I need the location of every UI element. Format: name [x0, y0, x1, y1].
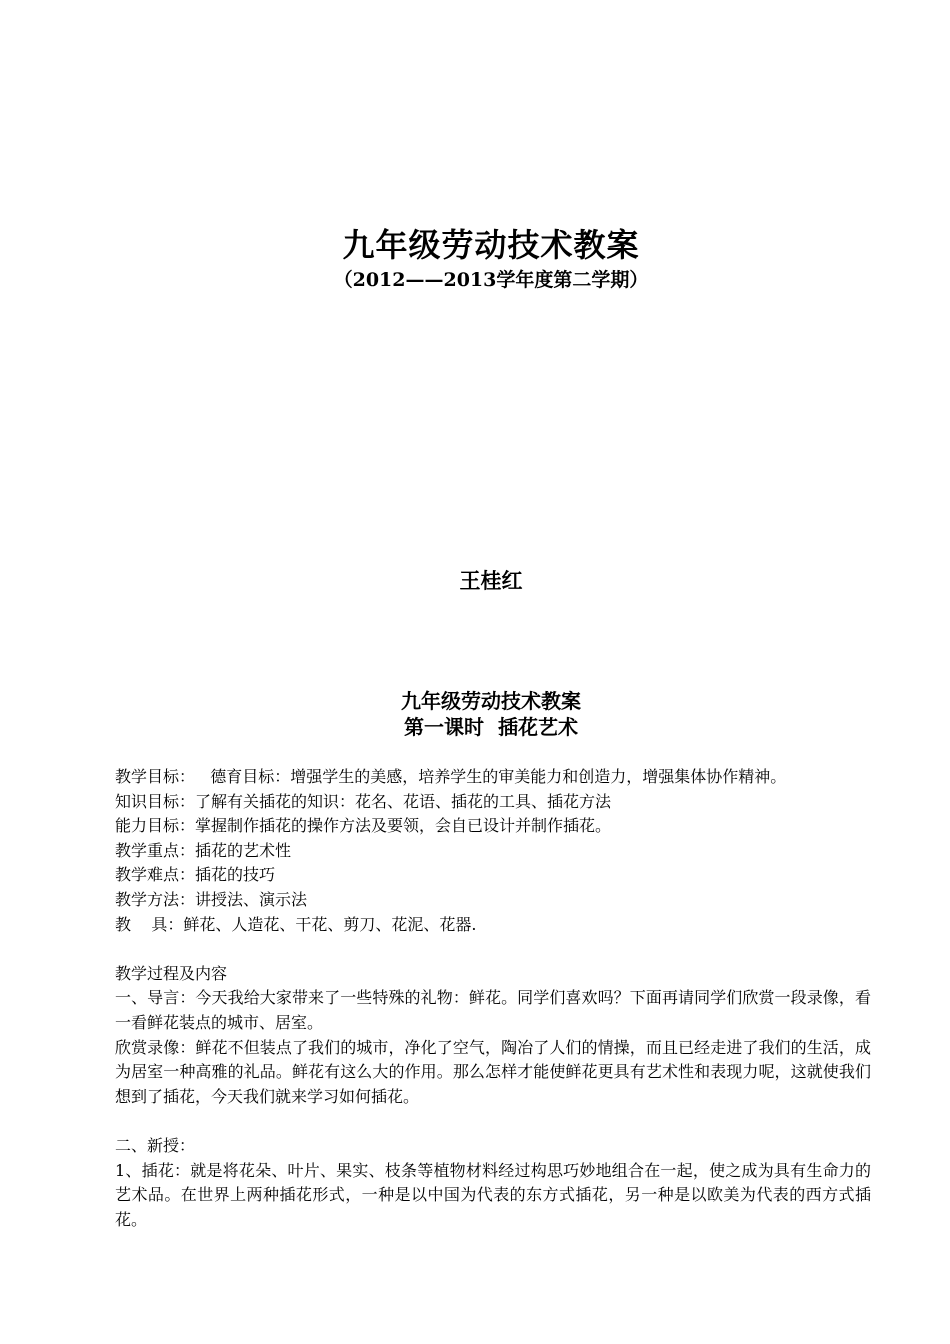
key-point: 教学重点：插花的艺术性 — [115, 840, 292, 860]
teaching-method: 教学方法：讲授法、演示法 — [115, 889, 308, 909]
teaching-goal: 教学目标： 德育目标：增强学生的美感，培养学生的审美能力和创造力，增强集体协作精神。 — [115, 767, 787, 786]
intro-paragraph: 一、导言：今天我给大家带来了一些特殊的礼物：鲜花。同学们喜欢吗？下面再请同学们欣赏一段录像，看一看鲜花装点的城市、居室。 — [115, 988, 871, 1032]
cover-subtitle: （2012——2013学年度第二学期） — [333, 269, 649, 291]
difficulty: 教学难点：插花的技巧 — [115, 865, 276, 885]
process-heading: 教学过程及内容 — [115, 963, 228, 983]
video-paragraph: 欣赏录像：鲜花不但装点了我们的城市，净化了空气，陶冶了人们的情操，而且已经走进了我们的生活，成为居室一种高雅的礼品。鲜花有这么大的作用。那么怎样才能使鲜花更具有艺术性和表现力呢，这就使我们想到了插花，今天我们就来学习如何插花。 — [115, 1037, 871, 1106]
plan-title: 九年级劳动技术教案 — [401, 689, 581, 713]
item-1-paragraph: 1、插花：就是将花朵、叶片、果实、枝条等植物材料经过构思巧妙地组合在一起，使之成为具有生命力的艺术品。在世界上两种插花形式，一种是以中国为代表的东方式插花，另一种是以欧美为代表的西方式插花。 — [115, 1160, 871, 1229]
cover-title: 九年级劳动技术教案 — [342, 226, 640, 264]
blank-line — [115, 1109, 871, 1134]
ability-goal: 能力目标：掌握制作插花的操作方法及要领，会自已设计并制作插花。 — [115, 816, 612, 836]
knowledge-goal: 知识目标：了解有关插花的知识：花名、花语、插花的工具、插花方法 — [115, 791, 612, 811]
lesson-body — [115, 765, 871, 1232]
new-lesson-heading: 二、新授： — [115, 1135, 196, 1155]
cover-author: 王桂红 — [459, 568, 523, 593]
lesson-title: 第一课时 插花艺术 — [404, 715, 578, 739]
blank-line — [115, 937, 871, 962]
teaching-tools: 教 具：鲜花、人造花、干花、剪刀、花泥、花器. — [115, 914, 477, 934]
